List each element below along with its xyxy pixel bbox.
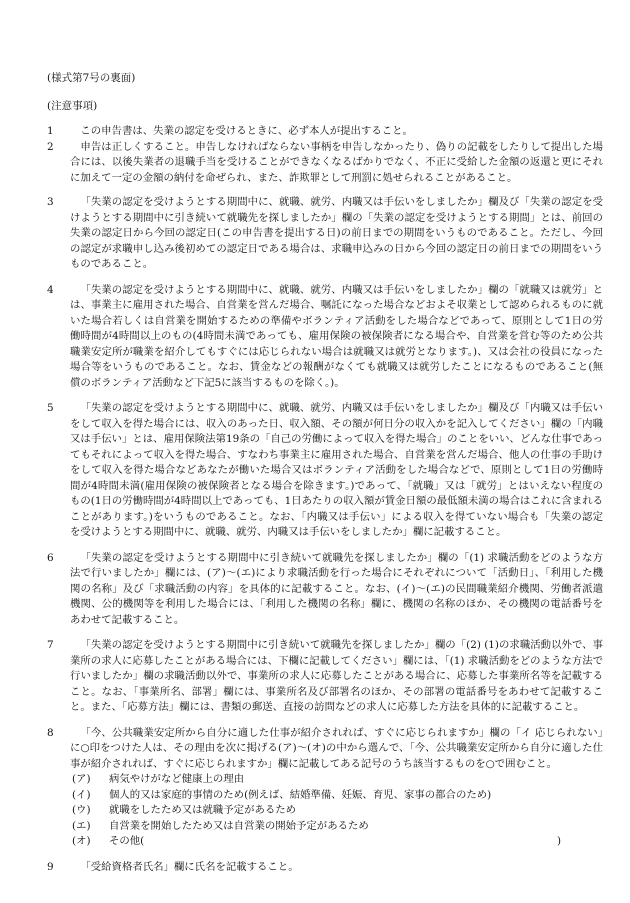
note-number: 7 — [47, 639, 54, 651]
form-label: (様式第7号の裏面) — [47, 72, 136, 84]
reason-option — [70, 803, 603, 819]
note-item-9 — [47, 860, 607, 876]
note-item-2 — [47, 140, 607, 187]
note-text: 「失業の認定を受けようとする期間中に引き続いて就職先を探しましたか」欄の「(1) 求職活動をどのような方法で行いましたか」欄には、(ア)～(エ)により求職活動を行った場合にそれぞれについて「活動日」、「利用した機関の名称」及び「求職活動の内容」を具体的に記載すること。なお、(イ)～(エ)の民間職業紹介機関、労働者派遣機関、公的機関等を利用した場合には、「利用した機関の名称」欄に、機関の名称のほか、その機関の電話番号をあわせて記載すること。 — [70, 551, 603, 626]
note-number: 3 — [47, 196, 54, 208]
note-item-3 — [47, 195, 607, 273]
reason-option-text: 就職をしたため又は就職予定があるため — [109, 804, 297, 816]
note-item-6 — [47, 551, 607, 629]
section-title: (注意事項) — [47, 100, 98, 112]
reason-options-list — [70, 772, 603, 850]
reason-option-label: (エ) — [72, 819, 91, 832]
note-text: 「受給資格者氏名」欄に氏名を記載すること。 — [80, 860, 299, 873]
reason-option-text: その他( — [109, 835, 145, 847]
reason-option-label: (ア) — [72, 773, 91, 785]
reason-option-label: (ウ) — [72, 804, 91, 816]
notes-list — [47, 124, 607, 875]
note-text: 「失業の認定を受けようとする期間中に、就職、就労、内職又は手伝いをしましたか」欄及び「失業の認定を受けようとする期間中に引き続いて就職先を探しましたか」欄の「失業の認定を受けようとする期間」とは、前回の失業の認定日から今回の認定日(この申告書を提出する日)の前日までの期間をいうものであること。ただし、今回の認定が求職申し込み後初めての認定日である場合は、求職申込みの日から今回の認定日の前日までの期間をいうものであること。 — [70, 196, 603, 270]
reason-option-label: (オ) — [72, 835, 91, 847]
note-text: この申告書は、失業の認定を受けるときに、必ず本人が提出すること。 — [80, 125, 413, 137]
note-text: 申告は正しくすること。申告しなければならない事柄を申告しなかったり、偽りの記載をしたりして提出した場合には、以後失業者の退職手当を受けることができなくなるばかりでなく、不正に受給した金額の返還と更にそれに加えて一定の金額の納付を命ぜられ、また、詐欺罪として刑罰に処せられることがあること。 — [70, 140, 603, 184]
note-text: 「失業の認定を受けようとする期間中に、就職、就労、内職又は手伝いをしましたか」欄の「就職又は就労」とは、事業主に雇用された場合、自営業を営んだ場合、嘱託になった場合などおよそ収業として認められるものに就いた場合若しくは自営業を開始するための準備やボランティア活動をした場合などであって、原則として1日の労働時間が4時間以上のもの(4時間未満であっても、雇用保険の被保険者になる場合や、自営業を営む等のため公共職業安定所が職業を紹介してもすぐには応じられない場合は就職又は就労となります。)、又は会社の役員になった場合等をいうものであること。なお、賃金などの報酬がなくても就職又は就労したことになるものであること(無償のボランティア活動など下記5に該当するものを除く。)。 — [70, 283, 603, 389]
note-item-7 — [47, 638, 607, 716]
reason-option-other — [70, 834, 603, 850]
note-number: 9 — [47, 860, 54, 873]
note-number: 8 — [47, 726, 54, 739]
reason-option — [70, 772, 603, 788]
note-item-1 — [47, 124, 607, 140]
other-closing-paren: ) — [556, 835, 561, 847]
reason-option-label: (イ) — [72, 788, 91, 801]
note-number: 5 — [47, 402, 54, 414]
note-text: 「失業の認定を受けようとする期間中に、就職、就労、内職又は手伝いをしましたか」欄及び「内職又は手伝いをして収入を得た場合には、収入のあった日、収入額、その額が何日分の収入かを記入してください」欄の「内職又は手伝い」とは、雇用保険法第19条の「自己の労働によって収入を得た場合」のことをいい、どんな仕事であってもそれによって収入を得た場合、すなわち事業主に雇用された場合、自営業を営んだ場合、他人の仕事の手助けをして収入を得た場合などあなたが働いた場合又はボランティア活動をした場合などで、原則として1日の労働時間が4時間未満(雇用保険の被保険者となる場合を除きます。)であって、「就職」又は「就労」とはいえない程度のもの(1日の労働時間が4時間以上であっても、1日あたりの収入額が賃金日額の最低額未満の場合はこれに含まれることがあります。)をいうものであること。なお、「内職又は手伝い」による収入を得ていない場合も「失業の認定を受けようとする期間中に、就職、就労、内職又は手伝いをしましたか」欄に記載すること。 — [70, 402, 603, 538]
note-item-8 — [47, 726, 607, 850]
note-text: 「今、公共職業安定所から自分に適した仕事が紹介されれば、すぐに応じられますか」欄の「イ 応じられない」に○印をつけた人は、その理由を次に掲げる(ア)～(オ)の中から選んで、「今、公共職業安定所から自分に適した仕事が紹介されれば、すぐに応じられますか」欄に記載してある記号のうち該当するものを○で囲むこと。 — [70, 726, 603, 770]
note-number: 2 — [47, 140, 54, 153]
note-number: 1 — [47, 125, 54, 137]
note-item-4 — [47, 283, 607, 392]
reason-option — [70, 788, 603, 804]
note-text: 「失業の認定を受けようとする期間中に引き続いて就職先を探しましたか」欄の「(2) (1)の求職活動以外で、事業所の求人に応募したことがある場合には、下欄に記載してください」欄には、「(1) 求職活動をどのような方法で行いましたか」欄の求職活動以外で、事業所の求人に応募したことがある場合に、応募した事業所名等を記載すること。なお、「事業所名、部署」欄には、事業所名及び部署名のほか、その部署の電話番号をあわせて記載すること。また、「応募方法」欄には、書類の郵送、直接の訪問などの求人に応募した方法を具体的に記載すること。 — [70, 639, 603, 713]
note-number: 4 — [47, 283, 54, 296]
reason-option-text: 病気やけがなど健康上の理由 — [109, 773, 245, 785]
note-item-5 — [47, 401, 607, 541]
note-number: 6 — [47, 551, 54, 564]
reason-option — [70, 819, 603, 835]
reason-option-text: 個人的又は家庭的事情のため(例えば、結婚準備、妊娠、育児、家事の都合のため) — [109, 788, 492, 801]
reason-option-text: 自営業を開始したため又は自営業の開始予定があるため — [109, 819, 369, 832]
